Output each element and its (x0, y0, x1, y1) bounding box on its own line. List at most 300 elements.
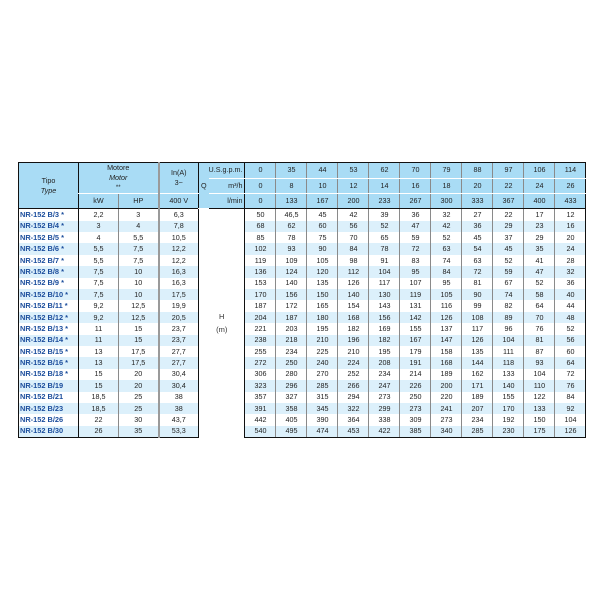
head-value-cell: 48 (555, 312, 586, 323)
type-label: Tipo (41, 175, 56, 185)
head-value-cell: 182 (338, 323, 369, 334)
head-value-cell: 59 (493, 266, 524, 277)
head-value-cell: 170 (245, 289, 276, 300)
table-row (19, 357, 586, 368)
voltage-label: 400 V (159, 194, 199, 209)
motor-label: Motore (107, 163, 130, 172)
hp-cell: 7,5 (119, 255, 159, 266)
head-value-cell: 124 (276, 266, 307, 277)
head-value-cell: 104 (369, 266, 400, 277)
amps-cell: 30,4 (159, 380, 199, 391)
head-value-cell: 45 (493, 243, 524, 254)
kw-cell: 11 (79, 335, 119, 346)
flow-usgpm-0: 0 (245, 163, 276, 179)
head-value-cell: 266 (338, 380, 369, 391)
head-value-cell: 29 (524, 232, 555, 243)
hp-cell: 25 (119, 392, 159, 403)
head-value-cell: 17 (524, 209, 555, 221)
head-value-cell: 172 (276, 300, 307, 311)
kw-cell: 26 (79, 426, 119, 438)
flow-lmin-1: 133 (276, 194, 307, 209)
head-value-cell: 52 (524, 278, 555, 289)
head-value-cell: 45 (307, 209, 338, 221)
head-value-cell: 153 (245, 278, 276, 289)
hp-cell: 35 (119, 426, 159, 438)
head-value-cell: 72 (400, 243, 431, 254)
head-value-cell: 150 (524, 414, 555, 425)
flow-lmin-3: 200 (338, 194, 369, 209)
flow-m3h-9: 24 (524, 178, 555, 194)
header-row-lmin (19, 194, 586, 209)
head-value-cell: 357 (245, 392, 276, 403)
table-row (19, 335, 586, 346)
head-value-cell: 74 (493, 289, 524, 300)
head-value-cell: 110 (524, 380, 555, 391)
head-value-cell: 63 (462, 255, 493, 266)
head-value-cell: 306 (245, 369, 276, 380)
kw-cell: 7,5 (79, 278, 119, 289)
model-cell: NR-152 B/7 * (19, 255, 79, 266)
head-value-cell: 64 (524, 300, 555, 311)
table-row (19, 221, 586, 232)
head-value-cell: 168 (431, 357, 462, 368)
head-value-cell: 81 (524, 335, 555, 346)
kw-cell: 11 (79, 323, 119, 334)
head-value-cell: 144 (462, 357, 493, 368)
model-cell: NR-152 B/23 (19, 403, 79, 414)
head-value-cell: 323 (245, 380, 276, 391)
head-value-cell: 391 (245, 403, 276, 414)
head-value-cell: 104 (555, 414, 586, 425)
amps-cell: 27,7 (159, 357, 199, 368)
head-value-cell: 204 (245, 312, 276, 323)
head-value-cell: 241 (431, 403, 462, 414)
model-cell: NR-152 B/30 (19, 426, 79, 438)
flow-m3h-8: 22 (493, 178, 524, 194)
kw-cell: 9,2 (79, 312, 119, 323)
head-value-cell: 296 (276, 380, 307, 391)
head-value-cell: 120 (307, 266, 338, 277)
head-value-cell: 78 (369, 243, 400, 254)
q-label: Q (199, 163, 209, 209)
head-label-cell (199, 209, 245, 438)
kw-cell: 7,5 (79, 266, 119, 277)
kw-cell: 18,5 (79, 403, 119, 414)
head-value-cell: 95 (400, 266, 431, 277)
head-value-cell: 126 (431, 312, 462, 323)
head-value-cell: 52 (493, 255, 524, 266)
head-value-cell: 32 (431, 209, 462, 221)
amps-cell: 38 (159, 392, 199, 403)
head-value-cell: 117 (462, 323, 493, 334)
head-value-cell: 93 (276, 243, 307, 254)
amps-cell: 17,5 (159, 289, 199, 300)
amps-cell: 23,7 (159, 335, 199, 346)
model-cell: NR-152 B/6 * (19, 243, 79, 254)
kw-cell: 15 (79, 380, 119, 391)
flow-m3h-3: 12 (338, 178, 369, 194)
model-cell: NR-152 B/18 * (19, 369, 79, 380)
flow-m3h-0: 0 (245, 178, 276, 194)
head-value-cell: 117 (369, 278, 400, 289)
head-value-cell: 47 (400, 221, 431, 232)
flow-m3h-10: 26 (555, 178, 586, 194)
table-row (19, 278, 586, 289)
head-value-cell: 105 (307, 255, 338, 266)
head-value-cell: 68 (245, 221, 276, 232)
head-value-cell: 81 (462, 278, 493, 289)
head-value-cell: 218 (276, 335, 307, 346)
hp-cell: 10 (119, 266, 159, 277)
table-row (19, 289, 586, 300)
unit-m3h: m³/h (209, 178, 245, 194)
head-value-cell: 240 (307, 357, 338, 368)
head-value-cell: 84 (555, 392, 586, 403)
kw-cell: 7,5 (79, 289, 119, 300)
head-value-cell: 224 (338, 357, 369, 368)
head-value-cell: 167 (400, 335, 431, 346)
head-value-cell: 495 (276, 426, 307, 438)
kw-cell: 22 (79, 414, 119, 425)
flow-usgpm-10: 114 (555, 163, 586, 179)
head-value-cell: 230 (493, 426, 524, 438)
head-value-cell: 247 (369, 380, 400, 391)
head-value-cell: 200 (431, 380, 462, 391)
head-label: H (219, 312, 225, 322)
flow-m3h-6: 18 (431, 178, 462, 194)
head-value-cell: 105 (431, 289, 462, 300)
table-row (19, 426, 586, 438)
flow-lmin-6: 300 (431, 194, 462, 209)
head-value-cell: 135 (462, 346, 493, 357)
table-row (19, 403, 586, 414)
head-value-cell: 207 (462, 403, 493, 414)
header-row-usgpm (19, 163, 586, 179)
hp-cell: 30 (119, 414, 159, 425)
hp-label: HP (119, 194, 159, 209)
head-value-cell: 47 (524, 266, 555, 277)
model-cell: NR-152 B/5 * (19, 232, 79, 243)
head-value-cell: 62 (276, 221, 307, 232)
head-value-cell: 126 (338, 278, 369, 289)
table-row (19, 346, 586, 357)
head-value-cell: 42 (431, 221, 462, 232)
head-value-cell: 191 (400, 357, 431, 368)
head-value-cell: 28 (555, 255, 586, 266)
head-value-cell: 405 (276, 414, 307, 425)
flow-lmin-2: 167 (307, 194, 338, 209)
head-value-cell: 40 (555, 289, 586, 300)
head-value-cell: 37 (493, 232, 524, 243)
hp-cell: 20 (119, 380, 159, 391)
head-value-cell: 338 (369, 414, 400, 425)
head-value-cell: 133 (524, 403, 555, 414)
head-value-cell: 208 (369, 357, 400, 368)
head-value-cell: 92 (555, 403, 586, 414)
head-value-cell: 165 (307, 300, 338, 311)
head-value-cell: 56 (555, 335, 586, 346)
table-row (19, 209, 586, 221)
head-value-cell: 135 (307, 278, 338, 289)
head-value-cell: 169 (369, 323, 400, 334)
type-header (19, 163, 79, 209)
head-value-cell: 156 (369, 312, 400, 323)
flow-lmin-10: 433 (555, 194, 586, 209)
hp-cell: 10 (119, 278, 159, 289)
flow-m3h-2: 10 (307, 178, 338, 194)
head-value-cell: 29 (493, 221, 524, 232)
head-value-cell: 56 (338, 221, 369, 232)
head-value-cell: 140 (338, 289, 369, 300)
amps-cell: 12,2 (159, 255, 199, 266)
model-cell: NR-152 B/8 * (19, 266, 79, 277)
head-value-cell: 45 (462, 232, 493, 243)
flow-usgpm-2: 44 (307, 163, 338, 179)
head-value-cell: 143 (369, 300, 400, 311)
type-label-en: Type (40, 185, 57, 195)
amps-cell: 23,7 (159, 323, 199, 334)
head-value-cell: 60 (307, 221, 338, 232)
hp-cell: 25 (119, 403, 159, 414)
head-value-cell: 111 (493, 346, 524, 357)
head-value-cell: 196 (338, 335, 369, 346)
head-value-cell: 140 (493, 380, 524, 391)
head-value-cell: 32 (555, 266, 586, 277)
head-value-cell: 155 (493, 392, 524, 403)
head-value-cell: 171 (462, 380, 493, 391)
head-value-cell: 44 (555, 300, 586, 311)
head-value-cell: 90 (462, 289, 493, 300)
table-row (19, 392, 586, 403)
head-value-cell: 170 (493, 403, 524, 414)
head-value-cell: 273 (400, 403, 431, 414)
head-value-cell: 220 (431, 392, 462, 403)
head-value-cell: 137 (431, 323, 462, 334)
table-row (19, 300, 586, 311)
head-value-cell: 12 (555, 209, 586, 221)
kw-cell: 3 (79, 221, 119, 232)
hp-cell: 12,5 (119, 312, 159, 323)
head-value-cell: 108 (462, 312, 493, 323)
amps-cell: 19,9 (159, 300, 199, 311)
head-value-cell: 250 (276, 357, 307, 368)
flow-m3h-4: 14 (369, 178, 400, 194)
head-value-cell: 24 (555, 243, 586, 254)
head-value-cell: 52 (369, 221, 400, 232)
motor-label-en: Motor (109, 173, 128, 182)
head-value-cell: 422 (369, 426, 400, 438)
kw-cell: 15 (79, 369, 119, 380)
hp-cell: 20 (119, 369, 159, 380)
head-value-cell: 50 (245, 209, 276, 221)
head-value-cell: 122 (524, 392, 555, 403)
head-value-cell: 272 (245, 357, 276, 368)
head-value-cell: 74 (431, 255, 462, 266)
head-value-cell: 214 (400, 369, 431, 380)
head-value-cell: 189 (431, 369, 462, 380)
head-value-cell: 104 (493, 335, 524, 346)
head-value-cell: 155 (400, 323, 431, 334)
head-value-cell: 210 (307, 335, 338, 346)
performance-table (18, 162, 586, 438)
head-value-cell: 234 (276, 346, 307, 357)
flow-usgpm-3: 53 (338, 163, 369, 179)
head-value-cell: 35 (524, 243, 555, 254)
hp-cell: 10 (119, 289, 159, 300)
head-value-cell: 168 (338, 312, 369, 323)
head-value-cell: 221 (245, 323, 276, 334)
table-row (19, 414, 586, 425)
model-cell: NR-152 B/3 * (19, 209, 79, 221)
head-value-cell: 78 (276, 232, 307, 243)
head-value-cell: 41 (524, 255, 555, 266)
head-value-cell: 65 (369, 232, 400, 243)
table-row (19, 369, 586, 380)
head-value-cell: 453 (338, 426, 369, 438)
kw-cell: 18,5 (79, 392, 119, 403)
flow-usgpm-7: 88 (462, 163, 493, 179)
amps-cell: 53,3 (159, 426, 199, 438)
head-value-cell: 225 (307, 346, 338, 357)
head-value-cell: 147 (431, 335, 462, 346)
head-value-cell: 107 (400, 278, 431, 289)
head-value-cell: 130 (369, 289, 400, 300)
head-value-cell: 112 (338, 266, 369, 277)
head-value-cell: 238 (245, 335, 276, 346)
head-value-cell: 126 (462, 335, 493, 346)
flow-lmin-4: 233 (369, 194, 400, 209)
unit-usgpm: U.S.g.p.m. (209, 163, 245, 179)
head-value-cell: 91 (369, 255, 400, 266)
head-value-cell: 136 (245, 266, 276, 277)
head-value-cell: 327 (276, 392, 307, 403)
head-value-cell: 140 (276, 278, 307, 289)
flow-m3h-5: 16 (400, 178, 431, 194)
table-row (19, 312, 586, 323)
head-value-cell: 192 (493, 414, 524, 425)
head-value-cell: 195 (369, 346, 400, 357)
current-label: In(A) (170, 168, 187, 177)
head-value-cell: 180 (307, 312, 338, 323)
amps-cell: 16,3 (159, 278, 199, 289)
head-value-cell: 90 (307, 243, 338, 254)
head-value-cell: 187 (245, 300, 276, 311)
head-value-cell: 59 (400, 232, 431, 243)
head-value-cell: 70 (338, 232, 369, 243)
amps-cell: 16,3 (159, 266, 199, 277)
model-cell: NR-152 B/9 * (19, 278, 79, 289)
hp-cell: 17,5 (119, 357, 159, 368)
head-value-cell: 116 (431, 300, 462, 311)
head-value-cell: 63 (431, 243, 462, 254)
flow-lmin-5: 267 (400, 194, 431, 209)
head-value-cell: 72 (555, 369, 586, 380)
head-value-cell: 234 (462, 414, 493, 425)
current-header (159, 163, 199, 194)
head-value-cell: 58 (524, 289, 555, 300)
head-value-cell: 322 (338, 403, 369, 414)
table-row (19, 232, 586, 243)
amps-cell: 10,5 (159, 232, 199, 243)
head-value-cell: 285 (307, 380, 338, 391)
unit-lmin: l/min (209, 194, 245, 209)
model-cell: NR-152 B/13 * (19, 323, 79, 334)
head-value-cell: 252 (338, 369, 369, 380)
amps-cell: 7,8 (159, 221, 199, 232)
head-value-cell: 158 (431, 346, 462, 357)
kw-cell: 2,2 (79, 209, 119, 221)
head-value-cell: 210 (338, 346, 369, 357)
kw-label: kW (79, 194, 119, 209)
head-value-cell: 36 (462, 221, 493, 232)
head-value-cell: 273 (369, 392, 400, 403)
head-value-cell: 54 (462, 243, 493, 254)
model-cell: NR-152 B/4 * (19, 221, 79, 232)
hp-cell: 4 (119, 221, 159, 232)
head-value-cell: 442 (245, 414, 276, 425)
head-value-cell: 46,5 (276, 209, 307, 221)
kw-cell: 4 (79, 232, 119, 243)
hp-cell: 5,5 (119, 232, 159, 243)
amps-cell: 30,4 (159, 369, 199, 380)
head-value-cell: 385 (400, 426, 431, 438)
head-value-cell: 189 (462, 392, 493, 403)
head-value-cell: 84 (431, 266, 462, 277)
kw-cell: 13 (79, 346, 119, 357)
head-value-cell: 36 (400, 209, 431, 221)
hp-cell: 15 (119, 323, 159, 334)
head-value-cell: 187 (276, 312, 307, 323)
head-value-cell: 154 (338, 300, 369, 311)
head-value-cell: 474 (307, 426, 338, 438)
hp-cell: 12,5 (119, 300, 159, 311)
head-value-cell: 98 (338, 255, 369, 266)
head-value-cell: 358 (276, 403, 307, 414)
head-value-cell: 133 (493, 369, 524, 380)
head-value-cell: 76 (555, 380, 586, 391)
model-cell: NR-152 B/12 * (19, 312, 79, 323)
head-value-cell: 226 (400, 380, 431, 391)
amps-cell: 12,2 (159, 243, 199, 254)
motor-header (79, 163, 159, 194)
head-value-cell: 109 (276, 255, 307, 266)
model-cell: NR-152 B/10 * (19, 289, 79, 300)
head-value-cell: 179 (400, 346, 431, 357)
kw-cell: 13 (79, 357, 119, 368)
head-value-cell: 364 (338, 414, 369, 425)
head-value-cell: 195 (307, 323, 338, 334)
head-value-cell: 119 (400, 289, 431, 300)
flow-lmin-0: 0 (245, 194, 276, 209)
table-row (19, 266, 586, 277)
head-value-cell: 95 (431, 278, 462, 289)
flow-usgpm-5: 70 (400, 163, 431, 179)
head-value-cell: 126 (555, 426, 586, 438)
hp-cell: 3 (119, 209, 159, 221)
model-cell: NR-152 B/26 (19, 414, 79, 425)
head-value-cell: 150 (307, 289, 338, 300)
model-cell: NR-152 B/14 * (19, 335, 79, 346)
kw-cell: 9,2 (79, 300, 119, 311)
head-value-cell: 27 (462, 209, 493, 221)
head-value-cell: 118 (493, 357, 524, 368)
head-value-cell: 60 (555, 346, 586, 357)
amps-cell: 43,7 (159, 414, 199, 425)
head-value-cell: 104 (524, 369, 555, 380)
flow-usgpm-8: 97 (493, 163, 524, 179)
hp-cell: 17,5 (119, 346, 159, 357)
head-value-cell: 84 (338, 243, 369, 254)
